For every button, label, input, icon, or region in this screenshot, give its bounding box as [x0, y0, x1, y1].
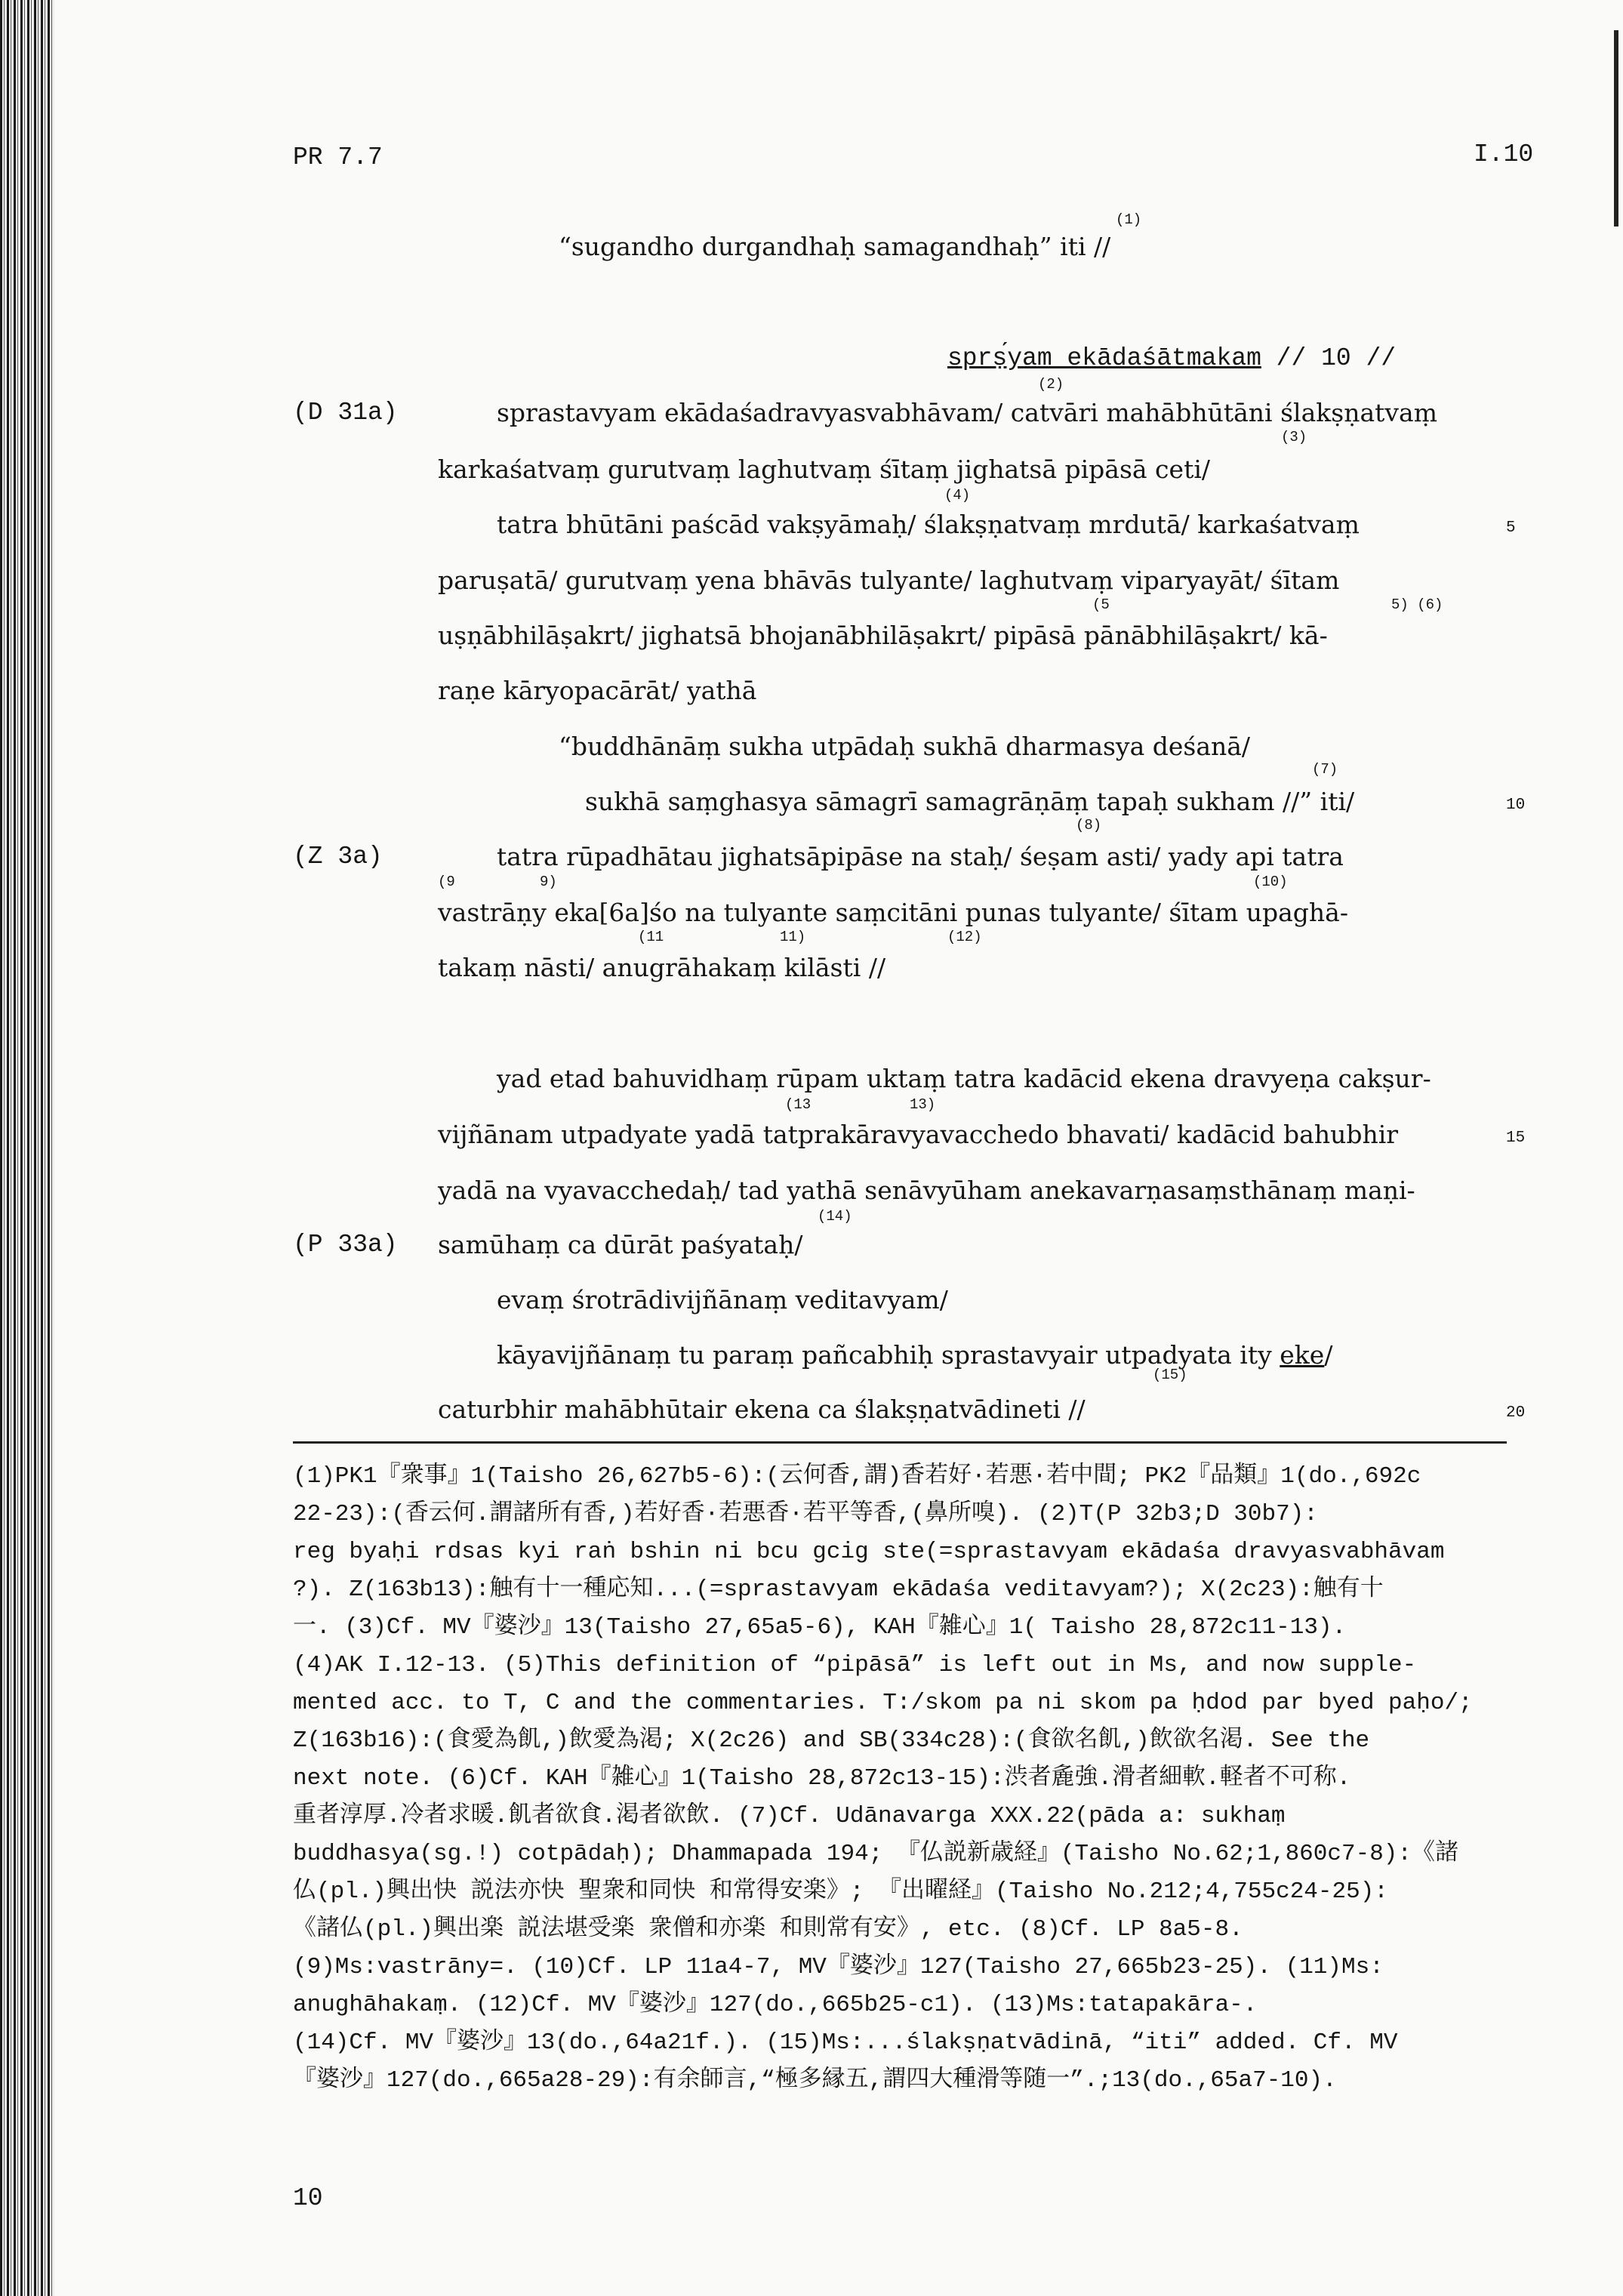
- quotation-line: “sugandho durgandhaḥ samagandhaḥ” iti //: [559, 232, 1111, 261]
- footnote-line: anughāhakaṃ. (12)Cf. MV『婆沙』127(do.,665b25-c1). (13)Ms:tatapakāra-.: [293, 1992, 1258, 2018]
- footnote-marker: (15): [1153, 1367, 1187, 1383]
- footnote-marker: (12): [947, 929, 982, 945]
- text-line: yad etad bahuvidhaṃ rūpam uktaṃ tatra kadācid ekena dravyeṇa cakṣur-: [497, 1064, 1431, 1093]
- footnote-line: mented acc. to T, C and the commentaries. T:/skom pa ni skom pa ḥdod par byed paḥo/;: [293, 1690, 1473, 1716]
- footnote-marker: (4): [944, 487, 971, 504]
- text-line: uṣṇābhilāṣakrt/ jighatsā bhojanābhilāṣakrt/ pipāsā pānābhilāṣakrt/ kā-: [438, 621, 1328, 650]
- footnote-line: 22-23):(香云何.謂諸所有香,)若好香·若悪香·若平等香,(鼻所嗅). (2)T(P 32b3;D 30b7):: [293, 1501, 1318, 1527]
- footnote-marker: 13): [910, 1096, 936, 1113]
- text-line: vastrāṇy eka[6a]śo na tulyante saṃcitāni punas tulyante/ śītam upaghā-: [438, 898, 1348, 927]
- margin-ref-p33a: (P 33a): [293, 1231, 398, 1259]
- footnote-separator: [293, 1441, 1507, 1444]
- footnote-marker: (11: [638, 929, 664, 945]
- footnote-line: (1)PK1『衆事』1(Taisho 26,627b5-6):(云何香,謂)香若好·若悪·若中間; PK2『品類』1(do.,692c: [293, 1463, 1421, 1490]
- text-line: [497, 1340, 1333, 1370]
- text-line: vijñānam utpadyate yadā tatprakāravyavacchedo bhavati/ kadācid bahubhir: [438, 1120, 1399, 1149]
- verse-line: [947, 344, 1396, 371]
- text-line: tatra bhūtāni paścād vakṣyāmaḥ/ ślakṣṇatvaṃ mrdutā/ karkaśatvaṃ: [497, 510, 1360, 539]
- footnote-marker: (1): [1116, 211, 1142, 228]
- line-number: 10: [1506, 797, 1526, 814]
- text-line: paruṣatā/ gurutvaṃ yena bhāvās tulyante/ laghutvaṃ viparyayāt/ śītam: [438, 566, 1340, 595]
- page-edge-mark: [1614, 30, 1618, 227]
- line-number: 5: [1506, 519, 1516, 537]
- footnote-line: Z(163b16):(食愛為飢,)飲愛為渇; X(2c26) and SB(334c28):(食欲名飢,)飲欲名渇. See the: [293, 1727, 1370, 1754]
- line-number: 15: [1506, 1130, 1526, 1147]
- text-line: sprastavyam ekādaśadravyasvabhāvam/ catvāri mahābhūtāni ślakṣṇatvaṃ: [497, 398, 1437, 427]
- footnote-line: 重者淳厚.冷者求暖.飢者欲食.渇者欲飲. (7)Cf. Udānavarga XXX.22(pāda a: sukhaṃ: [293, 1803, 1286, 1829]
- footnote-marker: (2): [1038, 376, 1064, 393]
- footnote-line: (4)AK I.12-13. (5)This definition of “pipāsā” is left out in Ms, and now supple-: [293, 1652, 1417, 1678]
- margin-ref-d31a: (D 31a): [293, 399, 398, 427]
- text-line: takaṃ nāsti/ anugrāhakaṃ kilāsti //: [438, 953, 886, 982]
- footnote-marker: (5: [1092, 596, 1110, 613]
- line-number: 20: [1506, 1404, 1526, 1422]
- text-line: evaṃ śrotrādivijñānaṃ veditavyam/: [497, 1285, 948, 1314]
- page-binding-edge: [0, 0, 54, 2296]
- page-number: 10: [293, 2184, 323, 2212]
- footnote-marker: (9: [438, 874, 455, 890]
- text-segment: /: [1324, 1340, 1333, 1370]
- text-line: tatra rūpadhātau jighatsāpipāse na staḥ/ śeṣam asti/ yady api tatra: [497, 842, 1344, 871]
- text-line: raṇe kāryopacārāt/ yathā: [438, 676, 757, 705]
- footnote-marker: 11): [780, 929, 806, 945]
- footnote-line: 《諸仏(pl.)興出楽 説法堪受楽 衆僧和亦楽 和則常有安》, etc. (8)Cf. LP 8a5-8.: [293, 1916, 1243, 1943]
- text-segment: kāyavijñānaṃ tu paraṃ pañcabhiḥ sprastavyair utpadyata ity: [497, 1340, 1280, 1370]
- running-head-left: PR 7.7: [293, 143, 383, 171]
- footnote-marker: (8): [1076, 817, 1102, 834]
- text-line: yadā na vyavacchedaḥ/ tad yathā senāvyūham anekavarṇasaṃsthānaṃ maṇi-: [438, 1176, 1415, 1205]
- margin-ref-z3a: (Z 3a): [293, 843, 383, 871]
- footnote-marker: (13: [785, 1096, 812, 1113]
- footnote-line: ?). Z(163b13):触有十一種応知...(=sprastavyam ekādaśa veditavyam?); X(2c23):触有十: [293, 1576, 1384, 1603]
- text-line: caturbhir mahābhūtair ekena ca ślakṣṇatvādineti //: [438, 1395, 1086, 1424]
- running-head-right: I.10: [1474, 140, 1534, 168]
- underlined-word: eke: [1280, 1340, 1325, 1370]
- footnote-marker: (7): [1312, 761, 1338, 778]
- footnote-marker: 5) (6): [1391, 596, 1443, 613]
- footnote-marker: 9): [540, 874, 557, 890]
- footnote-line: buddhasya(sg.!) cotpādaḥ); Dhammapada 194; 『仏説新歳経』(Taisho No.62;1,860c7-8):《諸: [293, 1841, 1459, 1867]
- text-line: karkaśatvaṃ gurutvaṃ laghutvaṃ śītaṃ jighatsā pipāsā ceti/: [438, 455, 1210, 484]
- verse-quotation: sukhā saṃghasya sāmagrī samagrāṇāṃ tapaḥ sukham //” iti/: [585, 787, 1355, 816]
- footnote-marker: (3): [1281, 429, 1307, 445]
- footnote-marker: (10): [1253, 874, 1288, 890]
- verse-text: sprṣ́yam ekādaśātmakam: [947, 344, 1261, 372]
- footnote-line: 仏(pl.)興出快 説法亦快 聖衆和同快 和常得安楽》; 『出曜経』(Taisho No.212;4,755c24-25):: [293, 1878, 1388, 1905]
- footnote-line: (14)Cf. MV『婆沙』13(do.,64a21f.). (15)Ms:...ślakṣṇatvādinā, “iti” added. Cf. MV: [293, 2029, 1398, 2056]
- footnote-line: reg byaḥi rdsas kyi raṅ bshin ni bcu gcig ste(=sprastavyam ekādaśa dravyasvabhāvam: [293, 1539, 1445, 1565]
- footnote-marker: (14): [818, 1208, 852, 1225]
- footnote-line: (9)Ms:vastrāny=. (10)Cf. LP 11a4-7, MV『婆沙』127(Taisho 27,665b23-25). (11)Ms:: [293, 1954, 1384, 1980]
- verse-number: // 10 //: [1261, 344, 1397, 372]
- text-line: samūhaṃ ca dūrāt paśyataḥ/: [438, 1230, 803, 1259]
- footnote-line: next note. (6)Cf. KAH『雑心』1(Taisho 28,872c13-15):渋者麁強.滑者細軟.軽者不可称.: [293, 1765, 1351, 1792]
- verse-quotation: “buddhānāṃ sukha utpādaḥ sukhā dharmasya deśanā/: [559, 732, 1251, 761]
- footnote-line: 『婆沙』127(do.,665a28-29):有余師言,“極多縁五,謂四大種滑等随一”.;13(do.,65a7-10).: [293, 2067, 1337, 2094]
- footnote-line: 一. (3)Cf. MV『婆沙』13(Taisho 27,65a5-6), KAH『雑心』1( Taisho 28,872c11-13).: [293, 1614, 1347, 1641]
